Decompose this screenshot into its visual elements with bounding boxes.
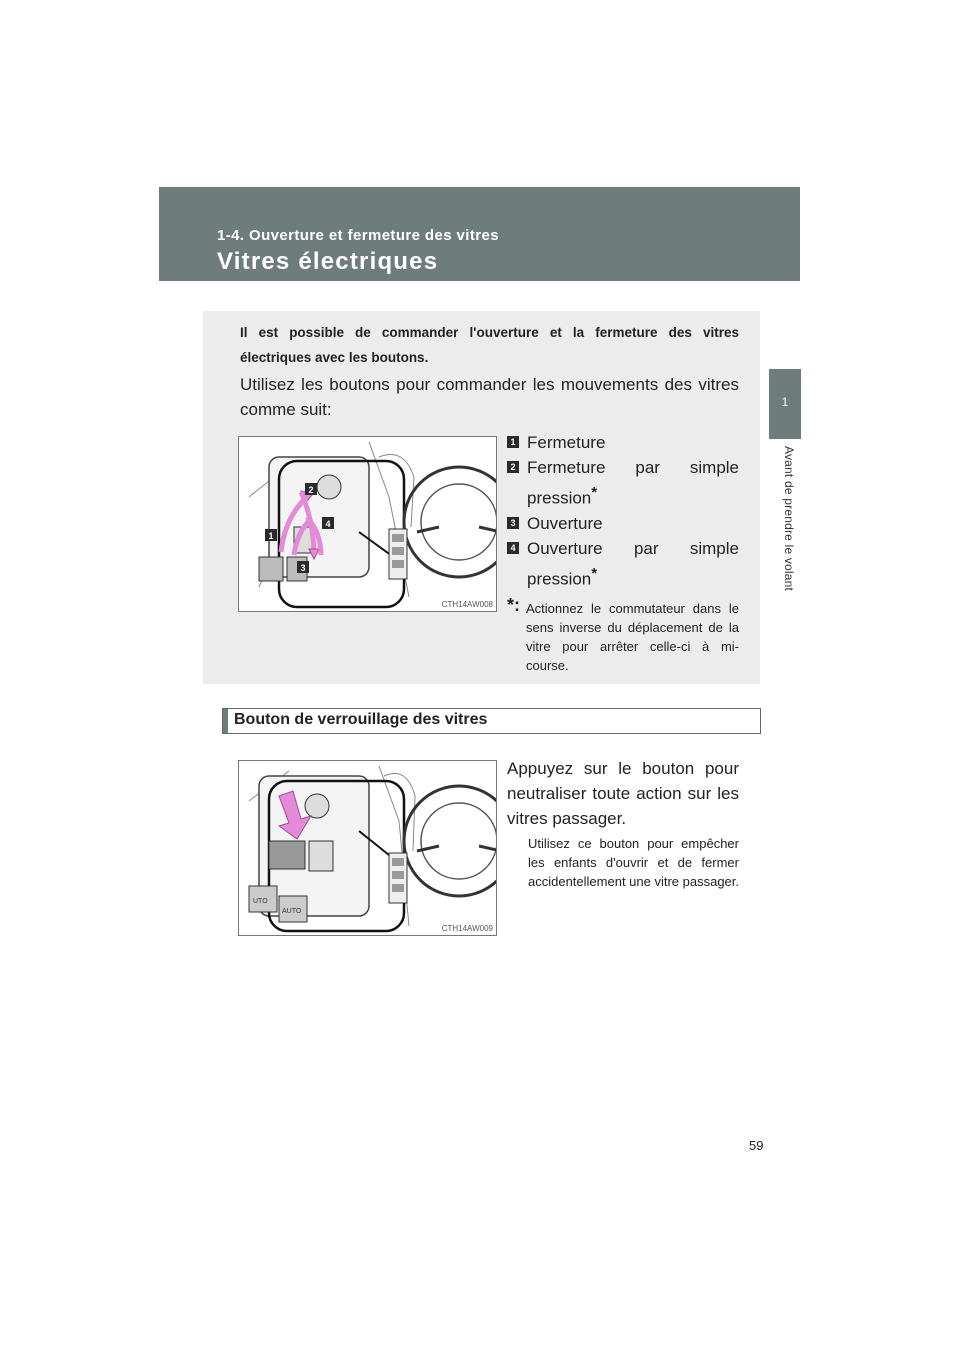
legend-item bbox=[507, 455, 739, 511]
page-number: 59 bbox=[749, 1138, 764, 1153]
legend-word: simple bbox=[689, 458, 739, 477]
intro-bold-text: Il est possible de commander l'ouverture et la fermeture des vitres électriques avec les boutons. bbox=[240, 325, 739, 365]
legend-number-badge: 2 bbox=[507, 461, 519, 473]
figure-code: CTH14AW009 bbox=[441, 924, 493, 933]
figure-code: CTH14AW008 bbox=[441, 600, 493, 609]
legend-text: pression bbox=[527, 569, 592, 589]
callout-1: 1 bbox=[268, 531, 274, 541]
legend-item bbox=[507, 511, 739, 536]
legend-line bbox=[527, 455, 739, 480]
switch-label-auto: AUTO bbox=[282, 908, 302, 915]
chapter-header bbox=[159, 187, 800, 281]
legend-list bbox=[507, 430, 739, 675]
footnote-mark: *: bbox=[507, 595, 520, 616]
asterisk-mark: * bbox=[591, 564, 598, 582]
legend-item bbox=[507, 430, 739, 455]
intro-text: Utilisez les boutons pour commander les mouvements des vitres comme suit: bbox=[240, 375, 739, 419]
legend-word: par bbox=[633, 538, 659, 558]
legend-text: Fermeture bbox=[527, 433, 606, 452]
subsection-title: Bouton de verrouillage des vitres bbox=[234, 711, 488, 728]
callout-3: 3 bbox=[300, 563, 306, 573]
legend-number-badge: 4 bbox=[507, 542, 519, 554]
asterisk-mark: * bbox=[591, 484, 598, 501]
callout-2: 2 bbox=[308, 485, 314, 495]
legend-word: Fermeture bbox=[527, 458, 606, 477]
chapter-tab-label: Avant de prendre le volant bbox=[782, 446, 796, 592]
chapter-tab-number: 1 bbox=[781, 395, 789, 409]
section-label: 1-4. Ouverture et fermeture des vitres bbox=[217, 227, 499, 244]
subsection-header bbox=[222, 708, 761, 734]
chapter-tab bbox=[769, 369, 801, 439]
legend-word: par bbox=[635, 458, 660, 477]
legend-word: simple bbox=[689, 538, 739, 558]
switch-label-uto: UTO bbox=[253, 898, 268, 905]
footnote bbox=[507, 595, 739, 675]
legend-number-badge: 1 bbox=[507, 436, 519, 448]
subsection-marker bbox=[223, 709, 228, 733]
legend-text: Ouverture bbox=[527, 513, 603, 533]
lock-note: Utilisez ce bouton pour empêcher les enfants d'ouvrir et de fermer accidentellement une vitre passager. bbox=[528, 836, 740, 889]
legend-item bbox=[507, 536, 739, 592]
lock-instruction: Appuyez sur le bouton pour neutraliser toute action sur les vitres passager. bbox=[507, 759, 739, 828]
legend-line bbox=[527, 536, 739, 561]
page-title: Vitres électriques bbox=[217, 248, 439, 275]
window-lock-figure bbox=[238, 760, 497, 936]
window-lock-illustration bbox=[239, 761, 496, 935]
legend-word: Ouverture bbox=[527, 538, 603, 558]
window-switch-figure bbox=[238, 436, 497, 612]
window-switch-illustration bbox=[239, 437, 496, 611]
footnote-text: Actionnez le commutateur dans le sens inverse du déplacement de la vitre pour arrêter celle-ci à mi-course. bbox=[526, 601, 739, 674]
legend-text: pression bbox=[527, 488, 592, 508]
callout-4: 4 bbox=[325, 519, 331, 529]
legend-number-badge: 3 bbox=[507, 517, 519, 529]
